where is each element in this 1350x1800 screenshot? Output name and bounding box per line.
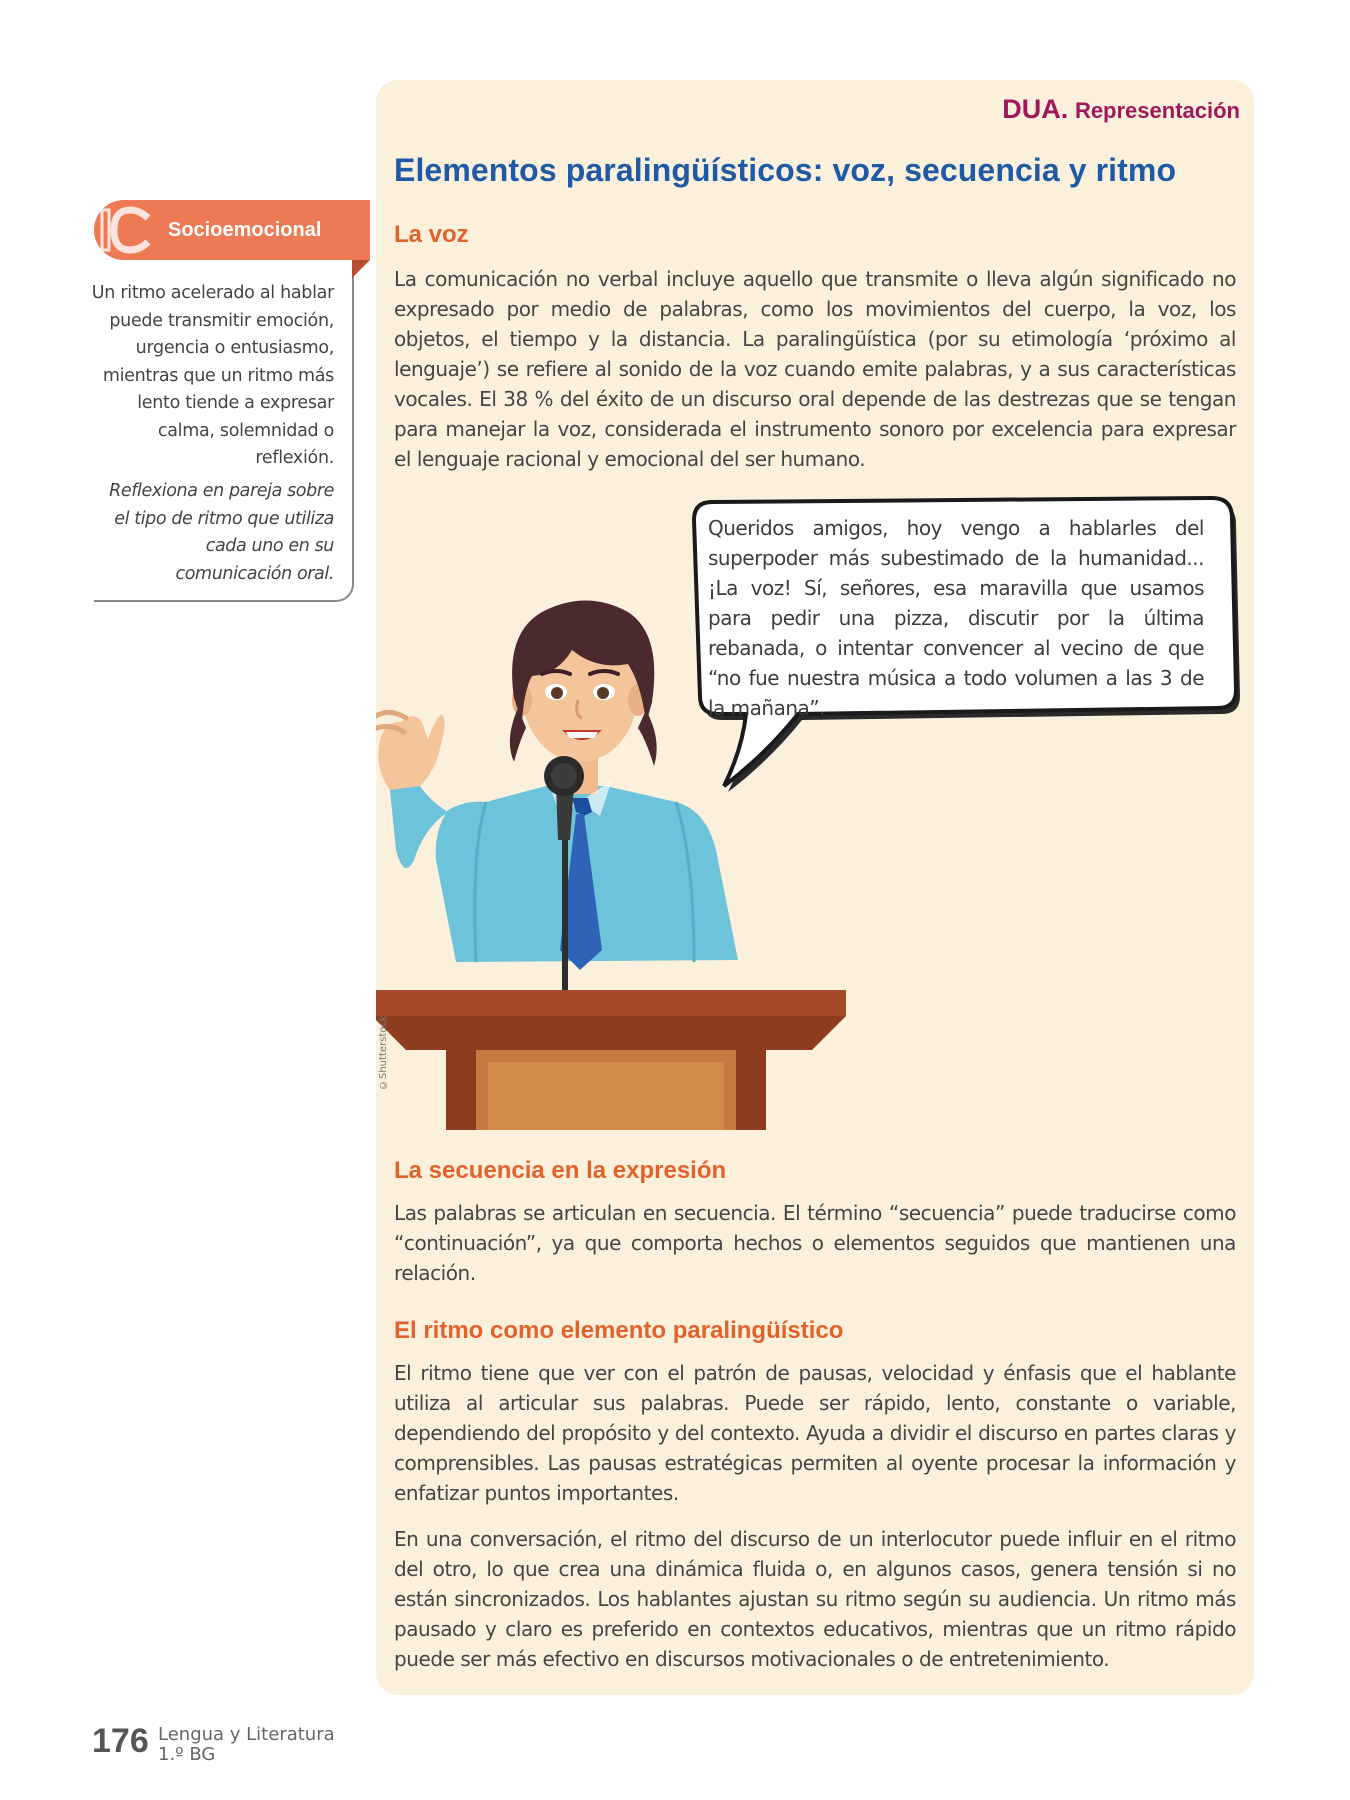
- paragraph-la-voz: La comunicación no verbal incluye aquello que transmite o lleva algún significado no expresado por medio de palabras, como los movimientos del cuerpo, la voz, los objetos, el tiempo y la distancia. La paralingüística (por su etimología ‘próximo al lenguaje’) se refiere al sonido de la voz cuando emite palabras, y a sus características vocales. El 38 % del éxito de un discurso oral depende de las destrezas que se tengan para manejar la voz, considerada el instrumento sonoro por excelencia para expresar el lenguaje racional y emocional del ser humano.: [394, 267, 1236, 471]
- dua-label: [1002, 94, 1240, 125]
- heading-secuencia: La secuencia en la expresión: [394, 1157, 727, 1184]
- heading-ritmo: El ritmo como elemento paralingüístico: [394, 1317, 844, 1344]
- socioemocional-activity: Reflexiona en pareja sobre el tipo de ritmo que utiliza cada uno en su comunicación oral.: [109, 481, 334, 584]
- socioemocional-fold: [352, 260, 370, 278]
- paragraph-secuencia: Las palabras se articulan en secuencia. El término “secuencia” puede traducirse como “continuación”, ya que comporta hechos o elementos seguidos que mantienen una relación.: [394, 1201, 1236, 1285]
- heading-la-voz: La voz: [394, 221, 469, 248]
- page-number: 176: [92, 1722, 149, 1760]
- image-credit: ©Shutterstock: [378, 1015, 389, 1090]
- socioemocional-text: Un ritmo acelerado al hablar puede transmitir emoción, urgencia o entusiasmo, mientras que un ritmo más lento tiende a expresar calma, solemnidad o reflexión.: [91, 283, 334, 468]
- page-title: Elementos paralingüísticos: voz, secuencia y ritmo: [394, 152, 1177, 188]
- paragraph-ritmo-2: En una conversación, el ritmo del discurso de un interlocutor puede influir en el ritmo del otro, lo que crea una dinámica fluida o, en algunos casos, genera tensión si no están sincronizados. Los hablantes ajustan su ritmo según su audiencia. Un ritmo más pausado y claro es preferido en contextos educativos, mientras que un ritmo rápido puede ser más efectivo en discursos motivacionales o de entretenimiento.: [394, 1527, 1236, 1671]
- paragraph-ritmo-1: El ritmo tiene que ver con el patrón de pausas, velocidad y énfasis que el hablante utiliza al articular sus palabras. Puede ser rápido, lento, constante o variable, dependiendo del propósito y del contexto. Ayuda a dividir el discurso en partes claras y comprensibles. Las pausas estratégicas permiten al oyente procesar la información y enfatizar puntos importantes.: [394, 1361, 1236, 1505]
- dua-prefix: DUA.: [1002, 94, 1069, 124]
- footer-grade: 1.º BG: [158, 1744, 216, 1765]
- dua-representation: Representación: [1074, 98, 1240, 123]
- footer-subject: Lengua y Literatura: [158, 1724, 335, 1745]
- speaker-at-podium-illustration: [376, 590, 856, 1130]
- ic-logo-icon: [98, 204, 158, 256]
- socioemocional-title: Socioemocional: [168, 219, 322, 241]
- speech-bubble-text: Queridos amigos, hoy vengo a hablarles del superpoder más subestimado de la humanidad... ¡La voz! Sí, señores, esa maravilla que usamos para pedir una pizza, discutir por la última rebanada, o intentar convencer al vecino de que “no fue nuestra música a todo volumen a las 3 de la mañana”.: [708, 516, 1204, 720]
